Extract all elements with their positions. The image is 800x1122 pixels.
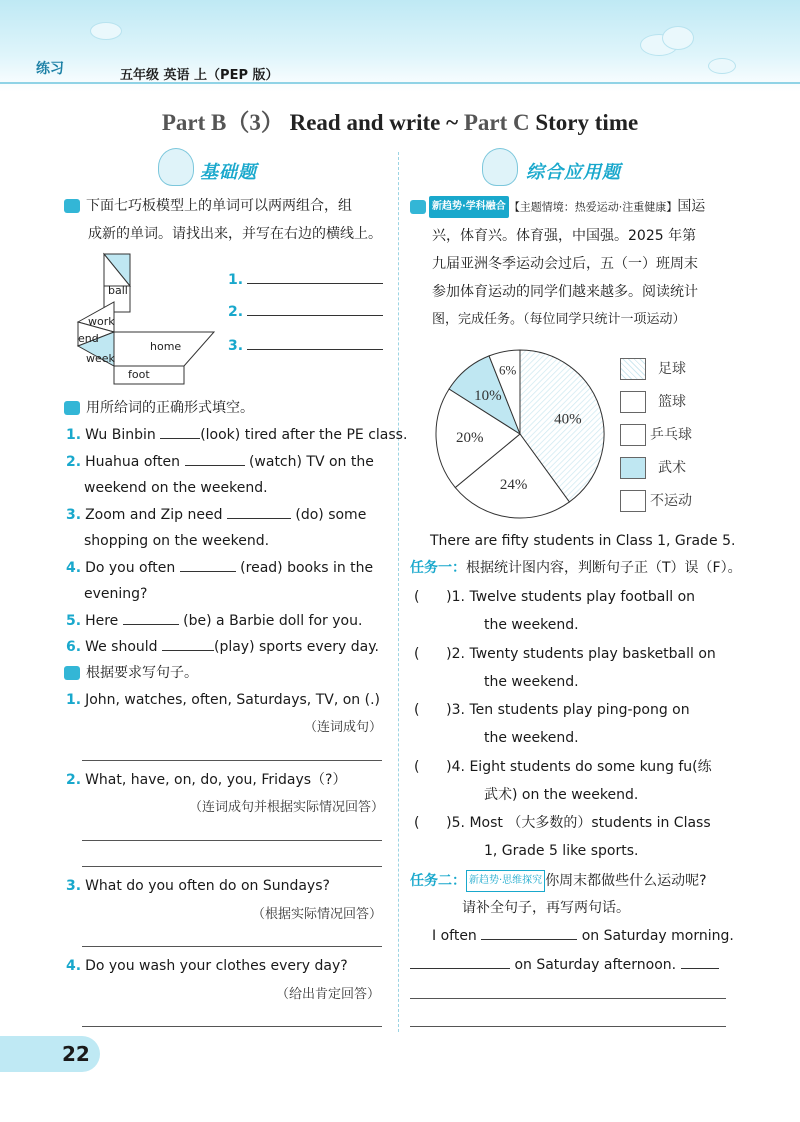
fill-blank[interactable] xyxy=(162,650,214,651)
s1-instruction-2: 成新的单词。请找出来，并写在右边的横线上。 xyxy=(88,226,382,242)
pie-slice-label: 20% xyxy=(455,430,484,447)
book-title: 五年级 英语 上（PEP 版） xyxy=(120,68,279,83)
legend-label: 足球 xyxy=(658,361,686,377)
s3-item: 2. What, have, on, do, you, Fridays（?） xyxy=(66,772,347,788)
legend-label: 武术 xyxy=(658,460,686,476)
legend-swatch xyxy=(620,391,646,413)
fill-blank[interactable] xyxy=(185,465,245,466)
tangram-word: work xyxy=(88,315,115,328)
s2-item-cont: weekend on the weekend. xyxy=(84,480,268,496)
s4-paragraph: 兴，体育兴。体育强，中国强。2025 年第 xyxy=(432,228,697,244)
legend-swatch xyxy=(620,457,646,479)
s4-paragraph: 九届亚洲冬季运动会过后，五（一）班周末 xyxy=(432,256,698,272)
s3-hint: （连词成句并根据实际情况回答） xyxy=(188,800,384,815)
s2-instruction: 用所给词的正确形式填空。 xyxy=(64,398,254,418)
tangram-word: ball xyxy=(108,284,128,297)
legend-label: 不运动 xyxy=(650,493,692,509)
fill-blank[interactable] xyxy=(227,518,291,519)
task2-heading: 任务二： 新趋势·思维探究 你周末都做些什么运动呢? xyxy=(410,870,707,892)
section-badge-icon xyxy=(64,199,80,213)
tangram-word: week xyxy=(86,352,115,365)
s2-item: 6. We should (play) sports every day. xyxy=(66,639,379,655)
title-part-b: Part B（3） xyxy=(161,110,284,135)
s2-item: 1. Wu Binbin (look) tired after the PE class. xyxy=(66,427,408,443)
s1-blank-3[interactable]: 3. xyxy=(228,336,383,356)
tf-item-cont: 1, Grade 5 like sports. xyxy=(484,843,639,859)
s4-intro-line: 新趋势·学科融合 【主题情境：热爱运动·注重健康】国运 xyxy=(410,196,705,218)
tangram-word: foot xyxy=(128,368,150,381)
answer-line[interactable] xyxy=(82,866,382,867)
pie-slice-label: 10% xyxy=(474,388,502,405)
legend-swatch xyxy=(620,490,646,512)
section-badge-icon xyxy=(64,666,80,680)
pie-slice-label: 24% xyxy=(499,477,528,494)
cloud-decoration-icon xyxy=(662,26,694,50)
pie-slice-label: 40% xyxy=(554,411,582,428)
pie-slice-label: 6% xyxy=(499,362,517,378)
legend-swatch xyxy=(620,358,646,380)
s2-item-cont: shopping on the weekend. xyxy=(84,533,270,549)
fill-blank[interactable] xyxy=(410,968,510,969)
s4-paragraph: 参加体育运动的同学们越来越多。阅读统计 xyxy=(432,284,698,300)
legend-swatch xyxy=(620,424,646,446)
tf-item: ( )1. Twelve students play football on xyxy=(414,589,696,605)
tf-item-cont: the weekend. xyxy=(484,674,579,690)
task2-instruction: 请补全句子，再写两句话。 xyxy=(462,900,630,916)
s2-item: 3. Zoom and Zip need (do) some xyxy=(66,507,367,523)
legend-label: 乒乓球 xyxy=(650,427,692,443)
mascot-icon xyxy=(482,148,518,186)
answer-bracket[interactable]: ( xyxy=(414,646,447,662)
legend-label: 篮球 xyxy=(658,394,686,410)
column-divider xyxy=(398,152,399,1032)
fill-blank[interactable] xyxy=(681,968,719,969)
s3-item: 3. What do you often do on Sundays? xyxy=(66,878,330,894)
task2-sentence: on Saturday afternoon. xyxy=(410,955,719,975)
class-intro: There are fifty students in Class 1, Grade 5. xyxy=(430,533,736,549)
answer-line[interactable] xyxy=(82,840,382,841)
answer-bracket[interactable]: ( xyxy=(414,589,447,605)
cloud-decoration-icon xyxy=(708,58,736,74)
s3-item: 4. Do you wash your clothes every day? xyxy=(66,958,348,974)
answer-bracket[interactable]: ( xyxy=(414,815,447,831)
title-tilde: ~ xyxy=(446,110,459,135)
title-part-c: Part C xyxy=(463,110,530,135)
tf-item-cont: 武术) on the weekend. xyxy=(484,787,639,803)
series-logo: 练习 xyxy=(36,61,64,77)
page-number: 22 xyxy=(0,1036,100,1072)
answer-bracket[interactable]: ( xyxy=(414,759,447,775)
pie-chart xyxy=(430,344,610,524)
s1-instruction: 下面七巧板模型上的单词可以两两组合，组 xyxy=(64,196,352,216)
task1-heading: 任务一：根据统计图内容，判断句子正（T）误（F）。 xyxy=(410,560,742,576)
s2-item: 4. Do you often (read) books in the xyxy=(66,560,374,576)
tf-item: ( )3. Ten students play ping-pong on xyxy=(414,702,690,718)
tf-item-cont: the weekend. xyxy=(484,730,579,746)
tf-item-cont: the weekend. xyxy=(484,617,579,633)
tangram-word: home xyxy=(150,340,182,353)
tangram-figure xyxy=(74,250,219,385)
tangram-word: end xyxy=(78,332,99,345)
tf-item: ( )5. Most （大多数的）students in Class xyxy=(414,815,711,831)
fill-blank[interactable] xyxy=(481,939,577,940)
s3-hint: （连词成句） xyxy=(303,720,382,735)
section-badge-icon xyxy=(410,200,426,214)
s4-paragraph: 图，完成任务。（每位同学只统计一项运动） xyxy=(432,312,686,327)
s1-blank-2[interactable]: 2. xyxy=(228,302,383,322)
s2-item-cont: evening? xyxy=(84,586,148,602)
answer-line[interactable] xyxy=(82,1026,382,1027)
page-title xyxy=(0,104,800,137)
fill-blank[interactable] xyxy=(123,624,179,625)
s3-instruction: 根据要求写句子。 xyxy=(64,663,198,683)
s2-item: 2. Huahua often (watch) TV on the xyxy=(66,454,374,470)
section-heading-applied: 综合应用题 xyxy=(526,162,621,183)
trend-tag: 新趋势·学科融合 xyxy=(429,196,509,218)
s3-hint: （给出肯定回答） xyxy=(275,987,380,1002)
tf-item: ( )2. Twenty students play basketball on xyxy=(414,646,716,662)
s1-blank-1[interactable]: 1. xyxy=(228,270,383,290)
answer-line[interactable] xyxy=(410,1026,726,1027)
section-badge-icon xyxy=(64,401,80,415)
answer-line[interactable] xyxy=(82,760,382,761)
s3-item: 1. John, watches, often, Saturdays, TV, on (.) xyxy=(66,692,380,708)
s3-hint: （根据实际情况回答） xyxy=(251,907,382,922)
answer-bracket[interactable]: ( xyxy=(414,702,447,718)
s2-item: 5. Here (be) a Barbie doll for you. xyxy=(66,613,363,629)
mascot-icon xyxy=(158,148,194,186)
tf-item: ( )4. Eight students do some kung fu(练 xyxy=(414,759,712,775)
cloud-decoration-icon xyxy=(90,22,122,40)
trend-tag: 新趋势·思维探究 xyxy=(466,870,545,892)
answer-line[interactable] xyxy=(410,998,726,999)
fill-blank[interactable] xyxy=(180,571,236,572)
task2-sentence: I often on Saturday morning. xyxy=(432,928,734,944)
section-heading-basic: 基础题 xyxy=(200,162,257,183)
fill-blank[interactable] xyxy=(160,438,200,439)
title-read-write: Read and write xyxy=(289,110,441,135)
title-story: Story time xyxy=(535,110,639,135)
answer-line[interactable] xyxy=(82,946,382,947)
